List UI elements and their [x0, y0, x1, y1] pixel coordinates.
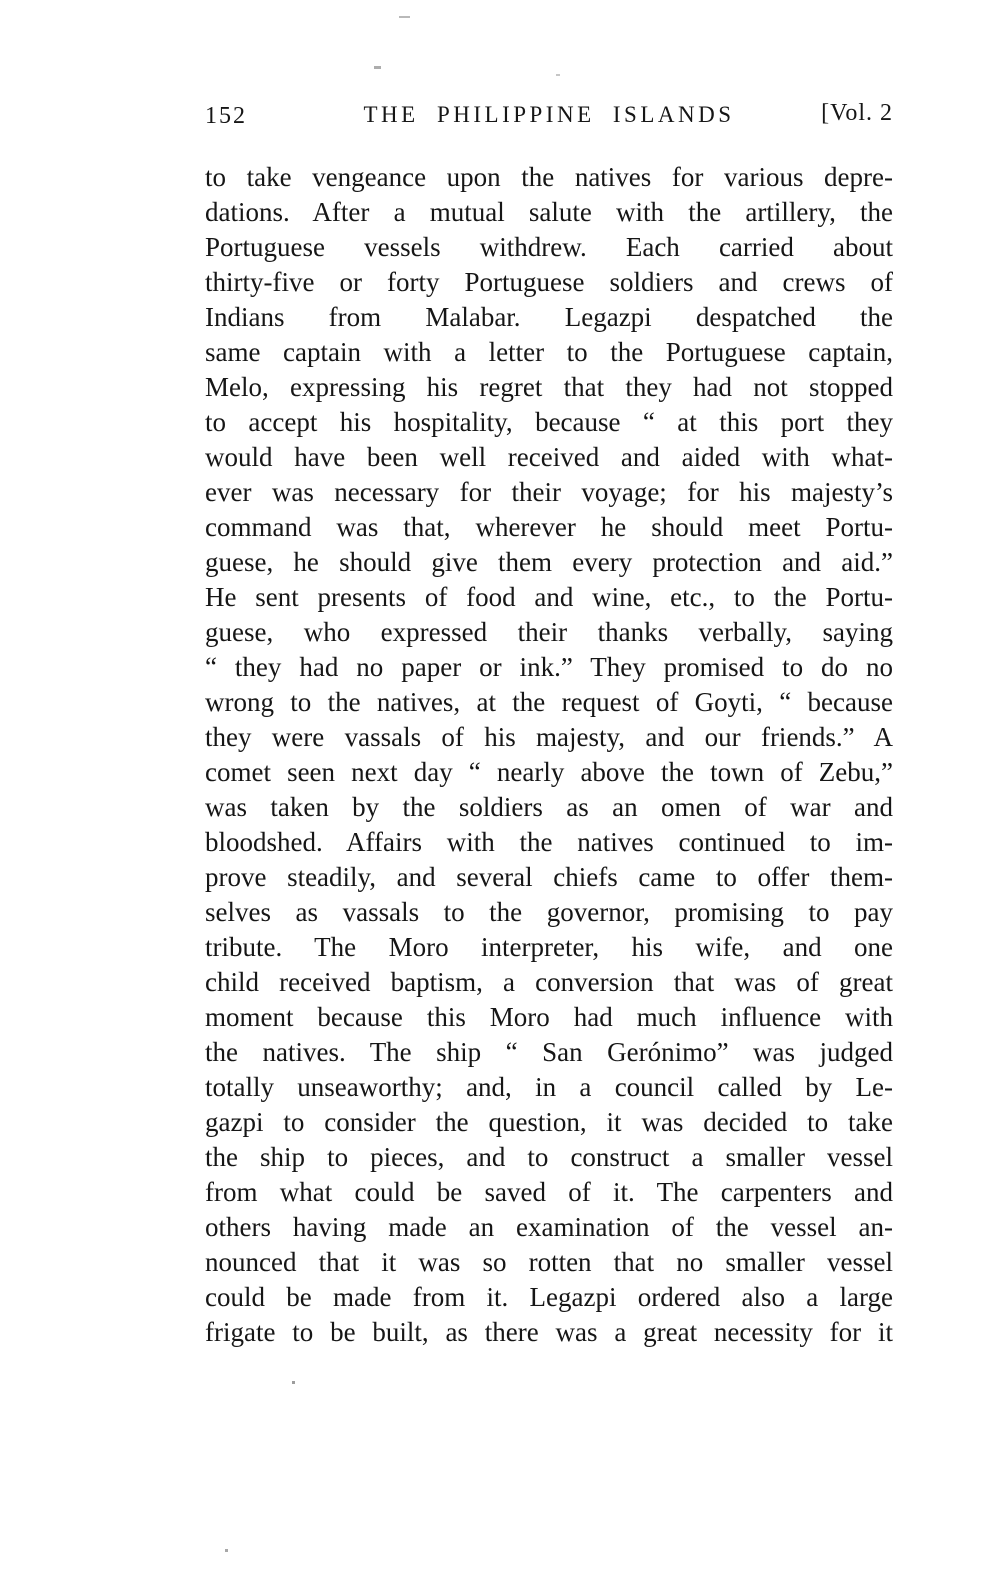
page-number: 152	[205, 103, 247, 129]
volume-label: [Vol. 2	[821, 100, 893, 126]
body-text-line: bloodshed. Affairs with the natives continued to im-	[205, 827, 893, 857]
body-text-line: would have been well received and aided with what-	[205, 442, 893, 472]
scan-artifact	[225, 1549, 228, 1552]
body-text-line: could be made from it. Legazpi ordered also a large	[205, 1282, 893, 1312]
body-text-line: nounced that it was so rotten that no smaller vessel	[205, 1247, 893, 1277]
body-text-line: wrong to the natives, at the request of Goyti, “ because	[205, 687, 893, 717]
body-text-line: moment because this Moro had much influence with	[205, 1002, 893, 1032]
body-text-line: others having made an examination of the vessel an-	[205, 1212, 893, 1242]
body-text-line: child received baptism, a conversion that was of great	[205, 967, 893, 997]
body-text-line: Indians from Malabar. Legazpi despatched the	[205, 302, 893, 332]
body-text-line: to take vengeance upon the natives for various depre-	[205, 162, 893, 192]
body-text-line: was taken by the soldiers as an omen of war and	[205, 792, 893, 822]
body-text-line: they were vassals of his majesty, and our friends.” A	[205, 722, 893, 752]
body-text-line: the ship to pieces, and to construct a smaller vessel	[205, 1142, 893, 1172]
body-text-line: to accept his hospitality, because “ at this port they	[205, 407, 893, 437]
running-title: THE PHILIPPINE ISLANDS	[363, 102, 735, 127]
scan-artifact	[292, 1381, 295, 1384]
body-text-line: dations. After a mutual salute with the artillery, the	[205, 197, 893, 227]
body-text-line: totally unseaworthy; and, in a council called by Le-	[205, 1072, 893, 1102]
body-text-line: selves as vassals to the governor, promising to pay	[205, 897, 893, 927]
body-text-line: Melo, expressing his regret that they had not stopped	[205, 372, 893, 402]
body-text-line: thirty-five or forty Portuguese soldiers and crews of	[205, 267, 893, 297]
body-text-line: guese, he should give them every protection and aid.”	[205, 547, 893, 577]
body-text-line: same captain with a letter to the Portuguese captain,	[205, 337, 893, 367]
scan-artifact	[556, 74, 560, 76]
body-text-line: from what could be saved of it. The carpenters and	[205, 1177, 893, 1207]
body-text-line: comet seen next day “ nearly above the town of Zebu,”	[205, 757, 893, 787]
body-text-line: ever was necessary for their voyage; for his majesty’s	[205, 477, 893, 507]
body-text-line: command was that, wherever he should meet Portu-	[205, 512, 893, 542]
body-text-line: the natives. The ship “ San Gerónimo” was judged	[205, 1037, 893, 1067]
body-text-line: “ they had no paper or ink.” They promised to do no	[205, 652, 893, 682]
page-header	[205, 100, 893, 136]
body-text-line: He sent presents of food and wine, etc., to the Portu-	[205, 582, 893, 612]
body-text-line: gazpi to consider the question, it was decided to take	[205, 1107, 893, 1137]
body-text-line: tribute. The Moro interpreter, his wife, and one	[205, 932, 893, 962]
body-text	[205, 160, 893, 1350]
scan-artifact	[399, 16, 410, 18]
body-text-line: guese, who expressed their thanks verbally, saying	[205, 617, 893, 647]
body-text-line: prove steadily, and several chiefs came to offer them-	[205, 862, 893, 892]
body-text-line: Portuguese vessels withdrew. Each carried about	[205, 232, 893, 262]
body-text-line: frigate to be built, as there was a great necessity for it	[205, 1317, 893, 1347]
scan-artifact	[374, 66, 381, 69]
